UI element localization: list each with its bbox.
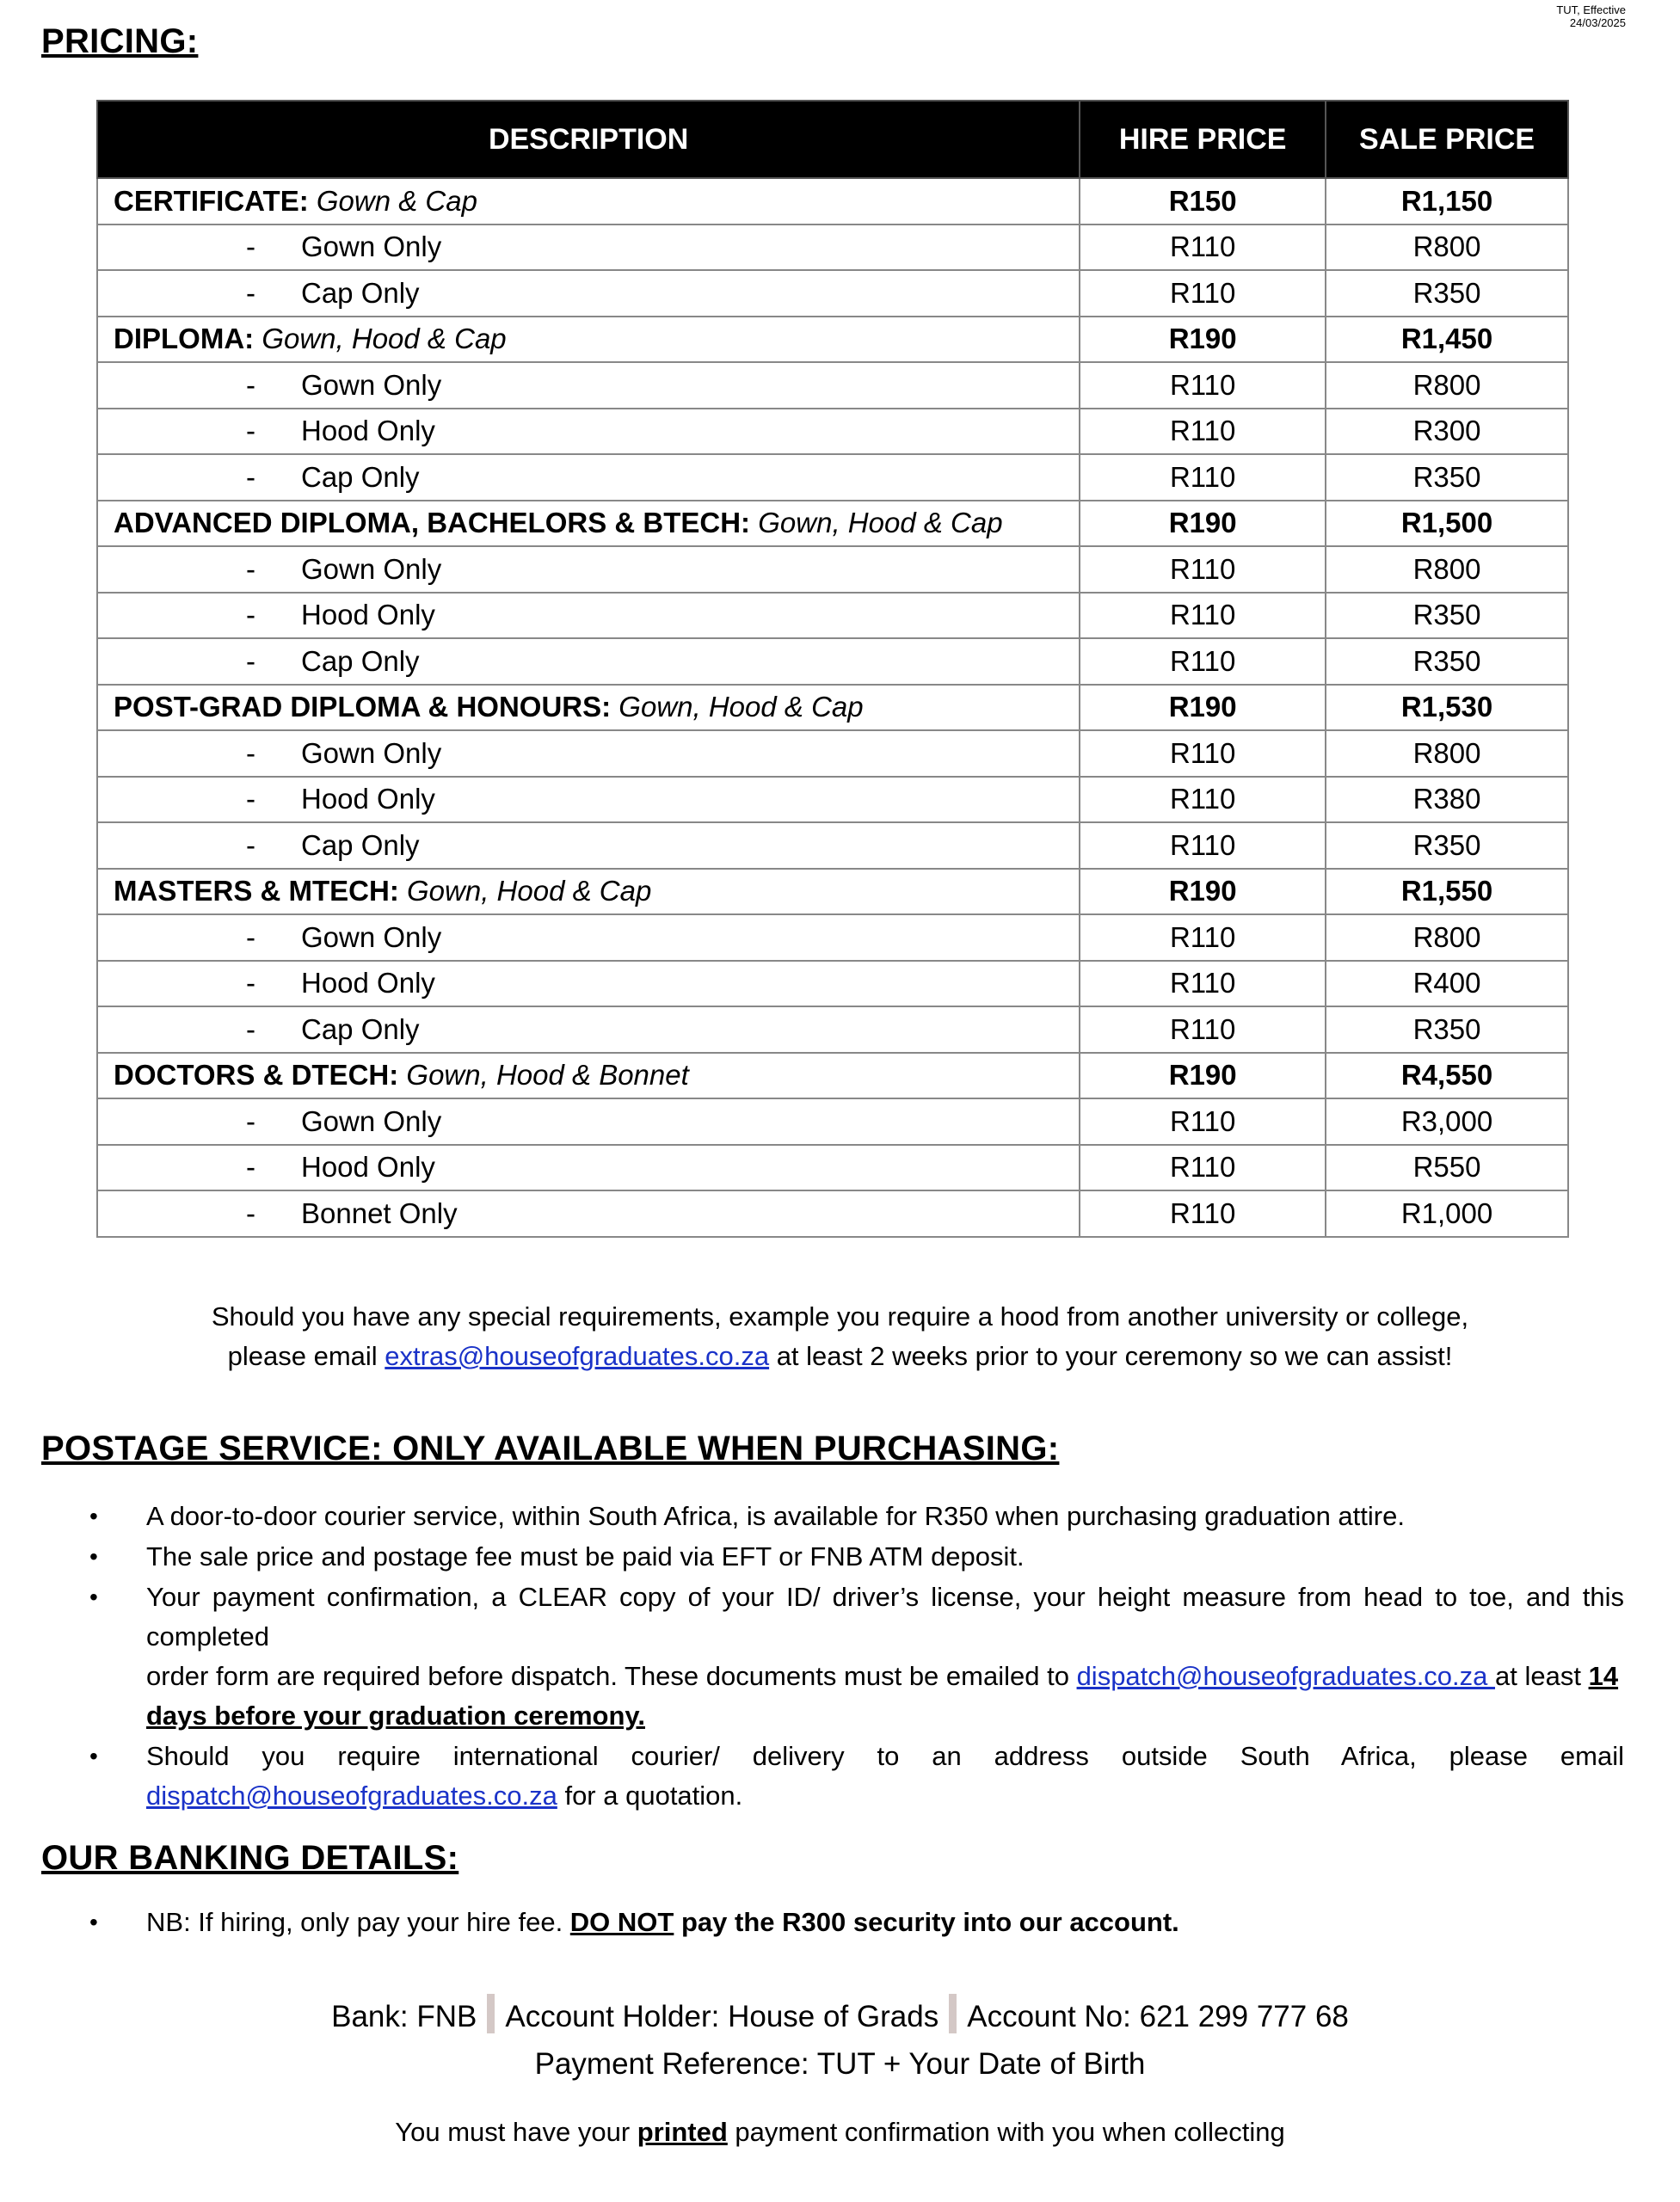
table-row — [97, 270, 1568, 317]
postage-bullet-4-line-1: Should you require international courier/ delivery to an address outside South Africa, please email — [146, 1741, 1624, 1771]
item-label: Hood Only — [301, 783, 435, 815]
item-label: Hood Only — [301, 599, 435, 631]
dash-marker: - — [246, 920, 255, 953]
sale-price-cell: R800 — [1326, 225, 1568, 271]
description-cell — [97, 638, 1080, 685]
header-hire-price: HIRE PRICE — [1080, 101, 1326, 178]
sale-price-cell: R800 — [1326, 546, 1568, 593]
hire-price-cell: R110 — [1080, 454, 1326, 501]
pricing-table-body — [97, 178, 1568, 1237]
list-item — [41, 1737, 1624, 1816]
item-label: Cap Only — [301, 644, 420, 677]
stamp-line-2: 24/03/2025 — [1569, 16, 1626, 29]
category-items: Gown & Cap — [316, 184, 477, 217]
category-items: Gown, Hood & Bonnet — [406, 1059, 689, 1092]
category-items: Gown, Hood & Cap — [407, 875, 652, 907]
item-label: Hood Only — [301, 967, 435, 1000]
description-cell — [97, 1053, 1080, 1099]
dispatch-email-link[interactable]: dispatch@houseofgraduates.co.za — [1076, 1661, 1496, 1691]
bank-name: Bank: FNB — [331, 2000, 477, 2033]
table-row — [97, 317, 1568, 363]
hire-price-cell: R110 — [1080, 1190, 1326, 1237]
special-line-1: Should you have any special requirements, example you require a hood from another university or college, — [211, 1301, 1469, 1332]
item-label: Gown Only — [301, 920, 442, 953]
item-label: Hood Only — [301, 1151, 435, 1184]
dash-marker: - — [246, 599, 255, 631]
hire-price-cell: R190 — [1080, 1053, 1326, 1099]
special-line-2-post: at least 2 weeks prior to your ceremony so we can assist! — [769, 1341, 1453, 1371]
effective-date-stamp — [1556, 3, 1626, 29]
pricing-table — [96, 100, 1569, 1238]
sale-price-cell: R1,450 — [1326, 317, 1568, 363]
banking-nb-pre: NB: If hiring, only pay your hire fee. — [146, 1907, 570, 1937]
special-line-2 — [0, 1337, 1680, 1376]
sale-price-cell: R350 — [1326, 822, 1568, 869]
dash-marker: - — [246, 967, 255, 1000]
banking-nb-do-not: DO NOT — [569, 1907, 674, 1937]
special-requirements-note — [0, 1297, 1680, 1376]
bullet-icon: • — [89, 1503, 98, 1529]
description-cell — [97, 777, 1080, 823]
dash-marker: - — [246, 736, 255, 769]
description-cell — [97, 961, 1080, 1007]
list-item — [41, 1578, 1624, 1736]
description-cell — [97, 362, 1080, 409]
extras-email-link[interactable]: extras@houseofgraduates.co.za — [385, 1341, 770, 1371]
table-row — [97, 777, 1568, 823]
separator-bar — [949, 1994, 957, 2033]
category-items: Gown, Hood & Cap — [758, 507, 1003, 539]
table-row — [97, 454, 1568, 501]
pricing-heading: PRICING: — [41, 22, 199, 60]
item-label: Cap Only — [301, 828, 420, 861]
sale-price-cell: R1,550 — [1326, 869, 1568, 915]
sale-price-cell: R3,000 — [1326, 1098, 1568, 1145]
table-row — [97, 822, 1568, 869]
sale-price-cell: R800 — [1326, 362, 1568, 409]
table-row — [97, 914, 1568, 961]
list-item — [41, 1903, 1624, 1942]
description-cell — [97, 270, 1080, 317]
description-cell — [97, 869, 1080, 915]
account-number: Account No: 621 299 777 68 — [967, 2000, 1349, 2033]
table-row — [97, 501, 1568, 547]
item-label: Gown Only — [301, 231, 442, 263]
item-label: Gown Only — [301, 552, 442, 585]
separator-bar — [487, 1994, 495, 2033]
postage-bullet-3-line-3 — [146, 1696, 1624, 1736]
postage-bullet-3-days: 14 — [1588, 1661, 1619, 1691]
description-cell — [97, 178, 1080, 225]
category-name: CERTIFICATE: — [114, 184, 309, 217]
dash-marker: - — [246, 828, 255, 861]
table-row — [97, 685, 1568, 731]
hire-price-cell: R110 — [1080, 1098, 1326, 1145]
header-sale-price: SALE PRICE — [1326, 101, 1568, 178]
postage-bullet-3-mid: at least — [1495, 1661, 1589, 1691]
description-cell — [97, 1098, 1080, 1145]
stamp-line-1: TUT, Effective — [1556, 3, 1626, 16]
item-label: Gown Only — [301, 1104, 442, 1137]
dash-marker: - — [246, 552, 255, 585]
banking-list — [41, 1903, 1624, 1943]
dash-marker: - — [246, 368, 255, 401]
description-cell — [97, 317, 1080, 363]
description-cell — [97, 914, 1080, 961]
description-cell — [97, 685, 1080, 731]
description-cell — [97, 225, 1080, 271]
item-label: Gown Only — [301, 368, 442, 401]
item-label: Cap Only — [301, 1012, 420, 1045]
item-label: Cap Only — [301, 276, 420, 309]
table-row — [97, 546, 1568, 593]
table-row — [97, 961, 1568, 1007]
hire-price-cell: R110 — [1080, 225, 1326, 271]
collection-note-printed: printed — [637, 2117, 728, 2147]
table-row — [97, 638, 1568, 685]
sale-price-cell: R350 — [1326, 638, 1568, 685]
postage-bullet-2: The sale price and postage fee must be paid via EFT or FNB ATM deposit. — [146, 1541, 1025, 1572]
bullet-icon: • — [89, 1909, 98, 1935]
category-items: Gown, Hood & Cap — [262, 323, 507, 355]
item-label: Gown Only — [301, 736, 442, 769]
hire-price-cell: R110 — [1080, 593, 1326, 639]
collection-note — [0, 2113, 1680, 2152]
hire-price-cell: R190 — [1080, 685, 1326, 731]
dash-marker: - — [246, 1104, 255, 1137]
sale-price-cell: R350 — [1326, 270, 1568, 317]
description-cell — [97, 593, 1080, 639]
hire-price-cell: R110 — [1080, 777, 1326, 823]
item-label: Cap Only — [301, 460, 420, 493]
hire-price-cell: R190 — [1080, 501, 1326, 547]
collection-note-pre: You must have your — [395, 2117, 637, 2147]
collection-note-post: payment confirmation with you when collecting — [727, 2117, 1285, 2147]
description-cell — [97, 1190, 1080, 1237]
description-cell — [97, 546, 1080, 593]
hire-price-cell: R110 — [1080, 730, 1326, 777]
sale-price-cell: R300 — [1326, 409, 1568, 455]
hire-price-cell: R110 — [1080, 362, 1326, 409]
category-items: Gown, Hood & Cap — [618, 691, 864, 723]
dash-marker: - — [246, 276, 255, 309]
postage-bullet-3-pre: order form are required before dispatch. These documents must be emailed to — [146, 1661, 1077, 1691]
hire-price-cell: R110 — [1080, 1006, 1326, 1053]
postage-bullet-4-post: for a quotation. — [557, 1781, 743, 1811]
postage-bullet-3-line-2 — [146, 1657, 1624, 1696]
item-label: Hood Only — [301, 415, 435, 447]
bullet-icon: • — [89, 1543, 98, 1570]
hire-price-cell: R190 — [1080, 869, 1326, 915]
postage-bullet-3-deadline: days before your graduation ceremony. — [146, 1701, 645, 1731]
hire-price-cell: R110 — [1080, 638, 1326, 685]
payment-reference: Payment Reference: TUT + Your Date of Birth — [534, 2047, 1146, 2081]
table-row — [97, 362, 1568, 409]
category-name: MASTERS & MTECH: — [114, 875, 399, 907]
postage-bullet-4-line-2 — [146, 1776, 1624, 1816]
table-row — [97, 1006, 1568, 1053]
dash-marker: - — [246, 1196, 255, 1229]
dash-marker: - — [246, 231, 255, 263]
list-item — [41, 1497, 1624, 1536]
sale-price-cell: R1,000 — [1326, 1190, 1568, 1237]
table-row — [97, 1098, 1568, 1145]
table-row — [97, 1145, 1568, 1191]
table-row — [97, 730, 1568, 777]
bank-details-line — [0, 1994, 1680, 2034]
hire-price-cell: R110 — [1080, 822, 1326, 869]
banking-nb-post: pay the R300 security into our account. — [674, 1907, 1179, 1937]
description-cell — [97, 822, 1080, 869]
table-row — [97, 869, 1568, 915]
pricing-table-header — [97, 101, 1568, 178]
hire-price-cell: R110 — [1080, 914, 1326, 961]
hire-price-cell: R110 — [1080, 546, 1326, 593]
description-cell — [97, 409, 1080, 455]
dash-marker: - — [246, 1151, 255, 1184]
postage-list — [41, 1497, 1624, 1817]
sale-price-cell: R1,500 — [1326, 501, 1568, 547]
dash-marker: - — [246, 1012, 255, 1045]
sale-price-cell: R4,550 — [1326, 1053, 1568, 1099]
hire-price-cell: R190 — [1080, 317, 1326, 363]
description-cell — [97, 1145, 1080, 1191]
description-cell — [97, 730, 1080, 777]
hire-price-cell: R150 — [1080, 178, 1326, 225]
category-name: ADVANCED DIPLOMA, BACHELORS & BTECH: — [114, 507, 751, 539]
sale-price-cell: R350 — [1326, 1006, 1568, 1053]
dash-marker: - — [246, 644, 255, 677]
postage-bullet-3-line-1: Your payment confirmation, a CLEAR copy of your ID/ driver’s license, your height measure from head to toe, and this completed — [146, 1582, 1624, 1652]
bullet-icon: • — [89, 1584, 98, 1610]
description-cell — [97, 454, 1080, 501]
table-row — [97, 178, 1568, 225]
sale-price-cell: R800 — [1326, 914, 1568, 961]
category-name: DOCTORS & DTECH: — [114, 1059, 399, 1092]
dash-marker: - — [246, 415, 255, 447]
sale-price-cell: R1,530 — [1326, 685, 1568, 731]
postage-bullet-1: A door-to-door courier service, within South Africa, is available for R350 when purchasing graduation attire. — [146, 1501, 1405, 1531]
table-row — [97, 409, 1568, 455]
sale-price-cell: R1,150 — [1326, 178, 1568, 225]
description-cell — [97, 1006, 1080, 1053]
table-row — [97, 1053, 1568, 1099]
header-description: DESCRIPTION — [97, 101, 1080, 178]
account-holder: Account Holder: House of Grads — [505, 2000, 939, 2033]
banking-heading: OUR BANKING DETAILS: — [41, 1839, 459, 1877]
dash-marker: - — [246, 460, 255, 493]
bullet-icon: • — [89, 1743, 98, 1769]
table-row — [97, 593, 1568, 639]
sale-price-cell: R350 — [1326, 454, 1568, 501]
table-row — [97, 1190, 1568, 1237]
hire-price-cell: R110 — [1080, 1145, 1326, 1191]
sale-price-cell: R350 — [1326, 593, 1568, 639]
hire-price-cell: R110 — [1080, 270, 1326, 317]
sale-price-cell: R380 — [1326, 777, 1568, 823]
sale-price-cell: R400 — [1326, 961, 1568, 1007]
table-row — [97, 225, 1568, 271]
hire-price-cell: R110 — [1080, 409, 1326, 455]
special-line-2-pre: please email — [227, 1341, 385, 1371]
category-name: POST-GRAD DIPLOMA & HONOURS: — [114, 691, 612, 723]
category-name: DIPLOMA: — [114, 323, 255, 355]
description-cell — [97, 501, 1080, 547]
dispatch-email-link-2[interactable]: dispatch@houseofgraduates.co.za — [146, 1781, 557, 1811]
item-label: Bonnet Only — [301, 1196, 458, 1229]
list-item — [41, 1537, 1624, 1577]
hire-price-cell: R110 — [1080, 961, 1326, 1007]
dash-marker: - — [246, 783, 255, 815]
postage-heading: POSTAGE SERVICE: ONLY AVAILABLE WHEN PURCHASING: — [41, 1430, 1060, 1467]
sale-price-cell: R550 — [1326, 1145, 1568, 1191]
sale-price-cell: R800 — [1326, 730, 1568, 777]
